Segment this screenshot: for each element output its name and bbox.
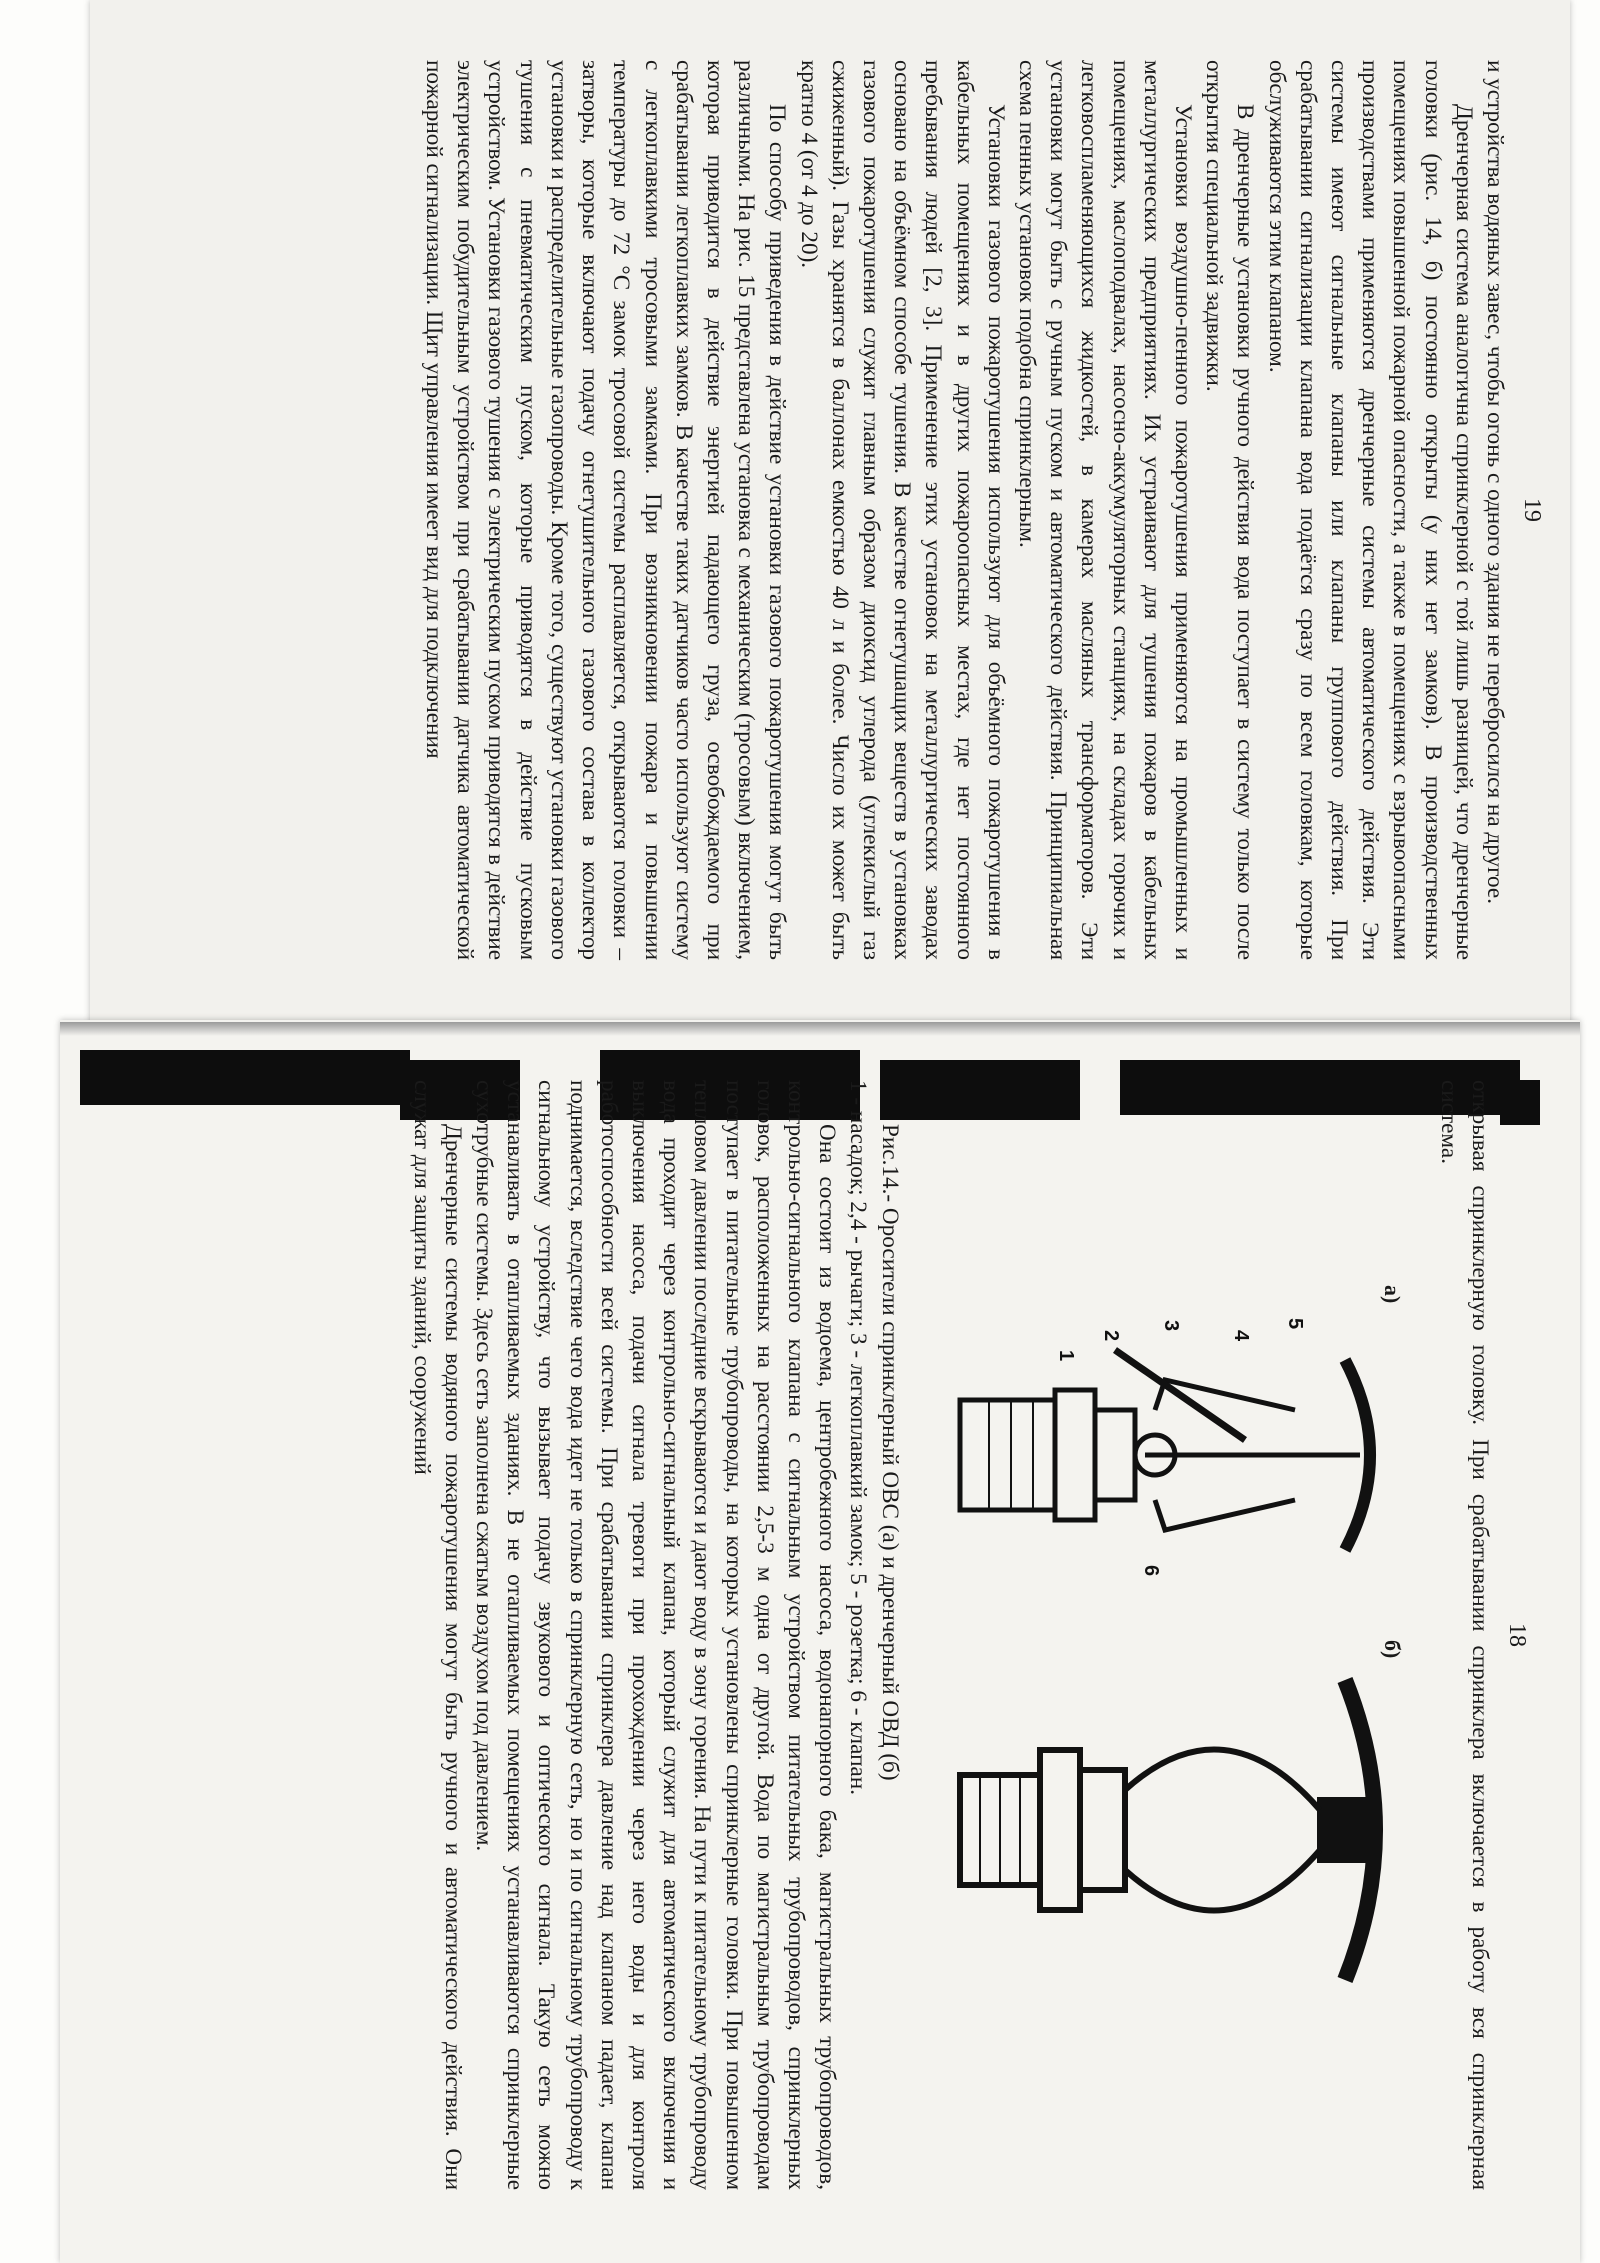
callout-4: 4 xyxy=(1229,1330,1252,1342)
figure-caption-title: Рис.14.- Оросители спринклерный ОВС (а) и дренчерный ОВД (б) xyxy=(876,1124,903,1781)
sprinkler-figure xyxy=(905,1080,1425,2190)
paragraph: Она состоит из водоема, центробежного насоса, водонапорного бака, магистральных трубопроводов, контрольно-сигнального клапана с сигнальным устройством питательных трубопроводов, спринклерных головок, расположенных на расстоянии 2,5-3 м одна от другой. Вода по магистральным трубопроводам поступает в питательные трубопроводы, на которых установлены спринклерные головки. При повышенном тепловом давлении последние вскрываются и дают воду в зону горения. На пути к питательному трубопроводу вода проходит через контрольно-сигнальный клапан, который служит для автоматического включения и выключения насоса, подачи сигнала тревоги при прохождении через него воды и для контроля работоспособности всей системы. При срабатывании спринклера давление над клапаном падает, клапан поднимается, вследствие чего вода идет не только в спринклерную сеть, но и по сигнальному трубопроводу к сигнальному устройству, что вызывает подачу звукового и оптического сигнала. Такую сеть можно устанавливать в отапливаемых зданиях. В не отапливаемых помещениях устанавливаются спринклерные сухотрубные системы. Здесь сеть заполнена сжатым воздухом под давлением. xyxy=(470,1080,841,2190)
figure-label-a: а) xyxy=(1379,1285,1405,1304)
paragraph: В дренчерные установки ручного действия вода поступает в систему только после открытия специальной задвижки. xyxy=(1201,60,1259,960)
sprinkler-ovs-drawing xyxy=(945,1290,1405,1620)
page-19 xyxy=(185,60,1545,960)
callout-2: 2 xyxy=(1099,1330,1122,1342)
paragraph: Дренчерная система аналогична спринклерной с той лишь разницей, что дренчерные головки (рис. 14, б) постоянно открыты (у них нет замков). В производственных помещениях повышенной пожарной опасности, а также в помещениях с взрывоопасными производствами применяются дренчерные системы автоматического действия. Эти системы имеют сигнальные клапаны или клапаны группового действия. При срабатывании сигнализации клапана вода подаётся сразу по всем головкам, которые обслуживаются этим клапаном. xyxy=(1263,60,1477,960)
fold-shadow xyxy=(60,1022,1580,1036)
figure-caption-legend: 1 - насадок; 2,4 - рычаги; 3 - легкоплавкий замок; 5 - розетка; 6 - клапан. xyxy=(845,1080,872,1796)
callout-3: 3 xyxy=(1159,1320,1182,1332)
callout-1: 1 xyxy=(1054,1350,1077,1362)
paragraph: По способу приведения в действие установки газового пожаротушения могут быть различными. На рис. 15 представлена установка с механическим (тросовым) включением, которая приводится в действие энергией падающего груза, освобождаемого при срабатывании легкоплавких замков. В качестве таких датчиков часто используют систему с легкоплавкими тросовыми замками. При возникновении пожара и повышении температуры до 72 °С замок тросовой системы расплавляется, открываются головки – затворы, которые включают подачу огнетушительного газового состава в коллектор установки и распределительные газопроводы. Кроме того, существуют установки газового тушения с пневматическим пуском, которые приводятся в действие пусковым устройством. Установки газового тушения с электрическим пуском приводятся в действие электрическим побудительным устройством при срабатывании датчика автоматической пожарной сигнализации. Щит управления имеет вид для подключения xyxy=(421,60,791,960)
page-18 xyxy=(110,1080,1530,2190)
callout-5: 5 xyxy=(1283,1318,1306,1330)
paragraph: Дренчерные системы водяного пожаротушения могут быть ручного и автоматического действия. Они служат для защиты зданий, сооружений xyxy=(408,1080,466,2190)
paragraph: открывая спринклерную головку. При срабатывании спринклера включается в работу вся спринклерная система. xyxy=(1435,1080,1493,2190)
drencher-ovd-drawing xyxy=(945,1640,1415,2020)
figure-label-b: б) xyxy=(1379,1640,1405,1659)
callout-6: 6 xyxy=(1139,1565,1162,1577)
paragraph: Установки газового пожаротушения используют для объёмного пожаротушения в кабельных помещениях и в других пожароопасных местах, где нет постоянного пребывания людей [2, 3]. Применение этих установок на металлургических заводах основано на объёмном способе тушения. В качестве огнетушащих веществ в установках газового пожаротушения служит главным образом диоксид углерода (углекислый газ сжиженный). Газы хранятся в баллонах емкостью 40 л и более. Число их может быть кратно 4 (от 4 до 20). xyxy=(795,60,1009,960)
page-number: 18 xyxy=(1504,1623,1530,1647)
page-number: 19 xyxy=(1519,498,1545,522)
paragraph: Установки воздушно-пенного пожаротушения применяются на промышленных и металлургических предприятиях. Их устраивают для тушения пожаров в кабельных помещениях, маслоподвалах, насосно-аккумуляторных станциях, на складах горючих и легковоспламеняющихся жидкостей, в камерах масляных трансформаторов. Эти установки могут быть с ручным пуском и автоматического действия. Принципиальная схема пенных установок подобна спринклерным. xyxy=(1013,60,1196,960)
paragraph: и устройства водяных завес, чтобы огонь с одного здания не перебросился на другое. xyxy=(1482,60,1508,904)
